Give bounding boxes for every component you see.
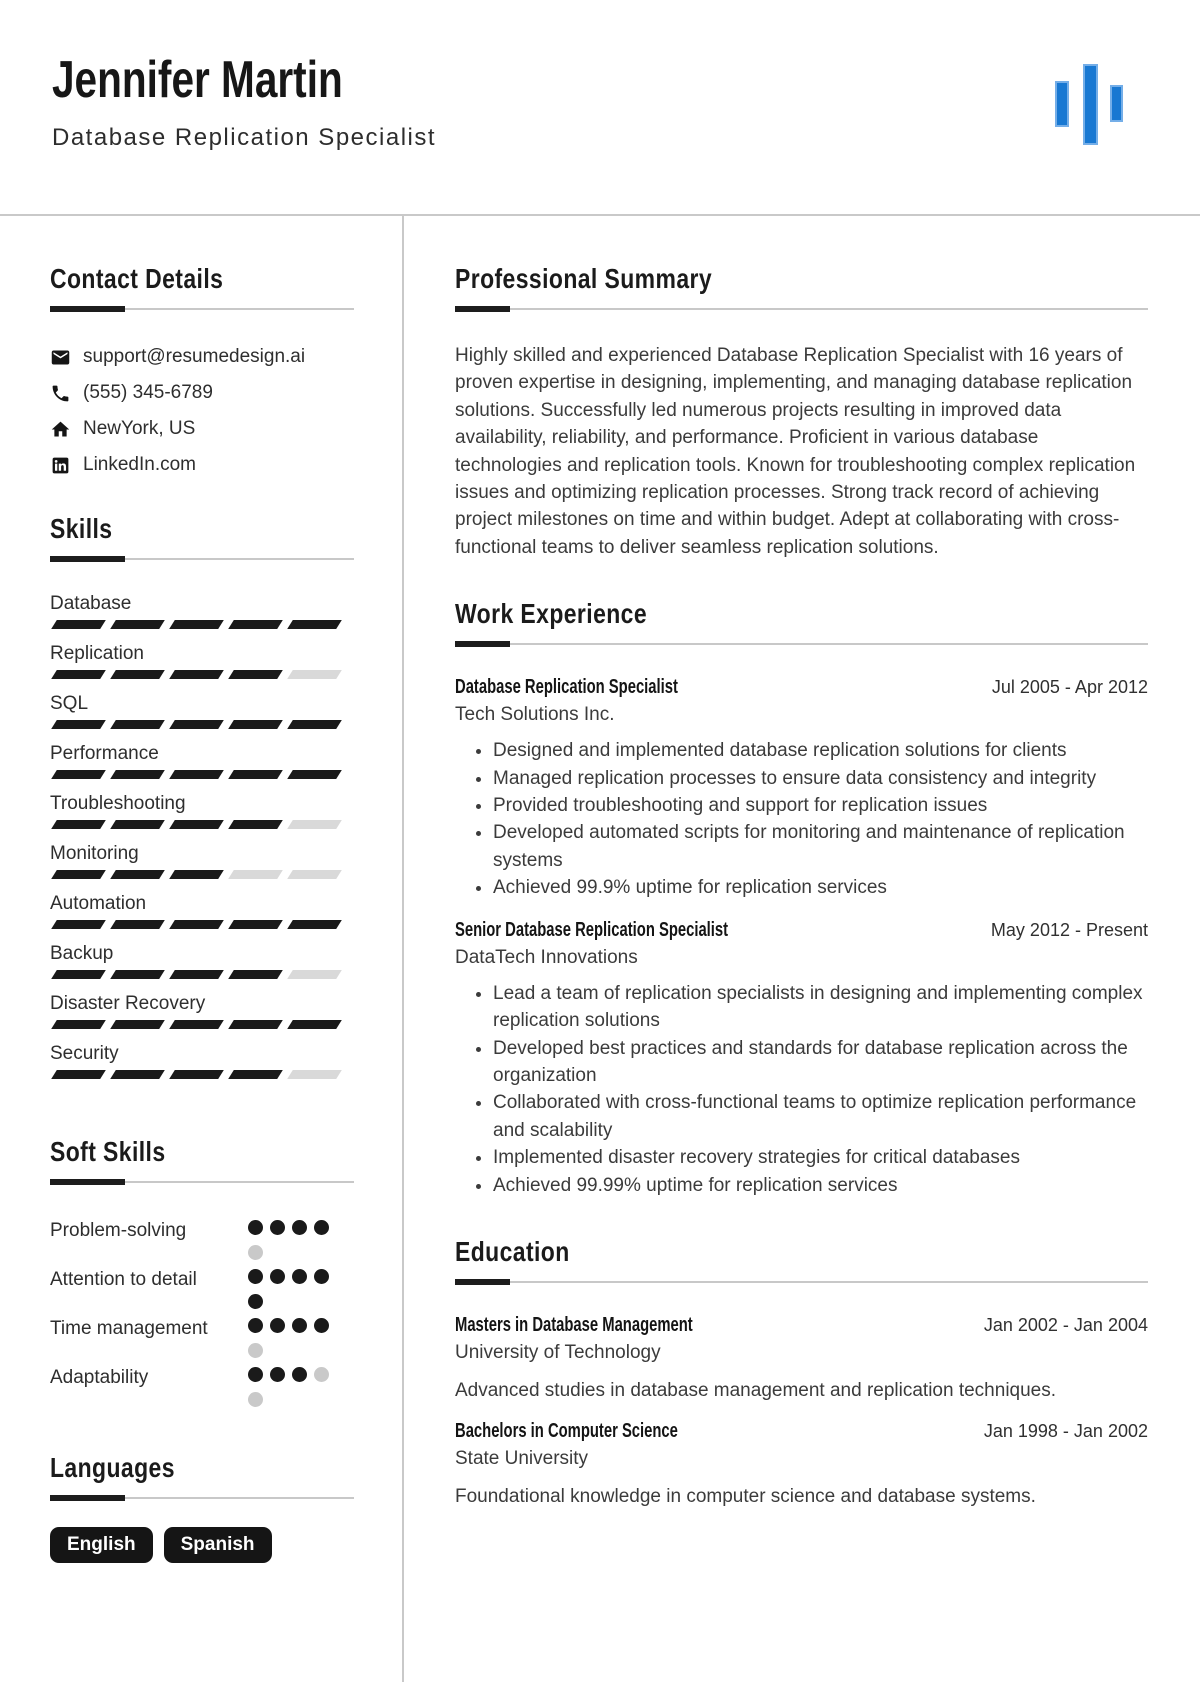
skill-bar-segment (51, 1070, 106, 1079)
skill-bar-segment (110, 1020, 165, 1029)
skill-bar-segment (110, 970, 165, 979)
job-title-row (455, 918, 1148, 942)
rating-dot (270, 1367, 285, 1382)
soft-skill-label: Time management (50, 1318, 208, 1339)
skill-bar-segment (51, 820, 106, 829)
rating-dot (314, 1367, 329, 1382)
skill-bar-segment (228, 620, 283, 629)
rating-dot (248, 1392, 263, 1407)
skill-bar-segment (110, 770, 165, 779)
rating-dot (248, 1245, 263, 1260)
job-title (455, 918, 824, 942)
job-bullet: • Collaborated with cross-functional teams to optimize replication performance and scalability (493, 1089, 1148, 1144)
job-bullet: • Managed replication processes to ensure data consistency and integrity (493, 765, 1148, 792)
job-bullet: • Achieved 99.99% uptime for replication services (493, 1172, 1148, 1199)
skill-bar-segment (169, 920, 224, 929)
skill-label: Monitoring (50, 843, 139, 864)
skill-level-bar (50, 620, 354, 629)
soft-skill-rating (248, 1364, 338, 1407)
heading-rule (50, 1179, 354, 1185)
soft-skills-heading-text: Soft Skills (50, 1136, 166, 1167)
rating-dot (314, 1318, 329, 1333)
degree-title (455, 1419, 756, 1443)
skill-bar-segment (228, 820, 283, 829)
soft-skill-rating (248, 1315, 338, 1358)
brand-logo (1053, 64, 1125, 146)
languages-heading (50, 1453, 354, 1483)
skill-level-bar (50, 970, 354, 979)
language-pill-list (50, 1527, 354, 1563)
skill-row (50, 792, 354, 829)
linkedin-icon (50, 455, 71, 476)
resume-body (0, 216, 1200, 1682)
skill-bar-segment (169, 620, 224, 629)
summary-heading (455, 264, 1148, 294)
contact-item-phone (50, 382, 354, 404)
soft-skill-list (50, 1217, 354, 1407)
skill-level-bar (50, 820, 354, 829)
job-entry (455, 918, 1148, 1199)
soft-skill-label: Adaptability (50, 1367, 149, 1388)
education-dates: Jan 2002 - Jan 2004 (983, 1314, 1148, 1335)
contact-section (50, 264, 354, 476)
rating-dot (270, 1269, 285, 1284)
skill-bar-segment (51, 770, 106, 779)
heading-rule (50, 556, 354, 562)
soft-skill-label: Attention to detail (50, 1269, 197, 1290)
rating-dot (248, 1367, 263, 1382)
skill-level-bar (50, 770, 354, 779)
degree-title (455, 1313, 776, 1337)
skill-row (50, 592, 354, 629)
education-entry (455, 1313, 1148, 1404)
job-bullet: • Developed automated scripts for monitoring and maintenance of replication systems (493, 819, 1148, 874)
skill-bar-segment (287, 620, 342, 629)
skill-bar-segment (51, 970, 106, 979)
sidebar (0, 216, 404, 1682)
skill-bar-segment (51, 670, 106, 679)
soft-skill-row (50, 1315, 354, 1358)
job-company: DataTech Innovations (455, 946, 638, 968)
skill-row (50, 892, 354, 929)
rating-dot (248, 1269, 263, 1284)
contact-email-text: support@resumedesign.ai (83, 346, 306, 367)
job-bullet: • Lead a team of replication specialists in designing and implementing complex replication solutions (493, 980, 1148, 1035)
job-bullet: • Developed best practices and standards for database replication across the organization (493, 1035, 1148, 1090)
rating-dot (248, 1318, 263, 1333)
rating-dot (248, 1220, 263, 1235)
summary-section (455, 264, 1148, 561)
skill-bar-segment (287, 820, 342, 829)
job-bullet: • Implemented disaster recovery strategies for critical databases (493, 1144, 1148, 1171)
resume-header (0, 0, 1200, 216)
skill-bar-segment (228, 870, 283, 879)
skill-bar-segment (287, 770, 342, 779)
skill-bar-segment (110, 670, 165, 679)
rating-dot (292, 1367, 307, 1382)
soft-skill-row (50, 1217, 354, 1260)
skill-label: Performance (50, 743, 159, 764)
skill-bar-segment (110, 720, 165, 729)
job-bullet-list (455, 980, 1148, 1199)
skill-row (50, 942, 354, 979)
contact-heading-text: Contact Details (50, 263, 224, 294)
job-bullet: • Achieved 99.9% uptime for replication services (493, 874, 1148, 901)
school-name: State University (455, 1447, 589, 1469)
candidate-job-title: Database Replication Specialist (52, 124, 437, 151)
skill-bar-segment (169, 670, 224, 679)
email-icon (50, 347, 71, 368)
job-bullet: • Provided troubleshooting and support for replication issues (493, 792, 1148, 819)
skill-bar-segment (287, 870, 342, 879)
job-title (455, 675, 756, 699)
skill-bar-segment (169, 1070, 224, 1079)
skill-bar-segment (51, 1020, 106, 1029)
skill-bar-segment (287, 1020, 342, 1029)
education-section (455, 1237, 1148, 1510)
skill-row (50, 1042, 354, 1079)
skill-bar-segment (228, 1020, 283, 1029)
languages-section (50, 1453, 354, 1563)
skill-level-bar (50, 920, 354, 929)
skill-bar-segment (110, 1070, 165, 1079)
rating-dot (314, 1220, 329, 1235)
education-entry (455, 1419, 1148, 1510)
main-content (404, 216, 1200, 1682)
rating-dot (292, 1318, 307, 1333)
contact-item-email (50, 346, 354, 368)
skill-bar-segment (287, 970, 342, 979)
education-title-row (455, 1313, 1148, 1337)
job-bullet-list (455, 737, 1148, 901)
degree-title-text: Bachelors in Computer Science (455, 1419, 678, 1442)
contact-heading (50, 264, 354, 294)
skill-bar-segment (110, 620, 165, 629)
heading-rule (455, 1279, 1148, 1285)
education-dates: Jan 1998 - Jan 2002 (983, 1420, 1148, 1441)
rating-dot (314, 1269, 329, 1284)
soft-skill-label: Problem-solving (50, 1220, 187, 1241)
skills-section (50, 514, 354, 1079)
soft-skills-section (50, 1137, 354, 1407)
skill-bar-segment (169, 770, 224, 779)
rating-dot (292, 1220, 307, 1235)
candidate-name: Jennifer Martin (52, 51, 343, 109)
skill-bar-segment (228, 770, 283, 779)
skill-bar-segment (228, 1070, 283, 1079)
summary-paragraph: Highly skilled and experienced Database Replication Specialist with 16 years of proven expertise in designing, implementing, and managing database replication solutions. Successfully led numerous projects resulting in improved data availability, reliability, and performance. Proficient in various database technologies and replication tools. Known for troubleshooting complex replication issues and optimizing replication processes. Strong track record of achieving project milestones on time and within budget. Adept at collaborating with cross-functional teams to deliver seamless replication solutions. (455, 345, 1136, 558)
skill-bar-segment (228, 920, 283, 929)
skill-label: Database (50, 593, 132, 614)
rating-dot (248, 1343, 263, 1358)
skill-label: SQL (50, 693, 89, 714)
experience-heading-text: Work Experience (455, 598, 648, 630)
skill-bar-segment (287, 670, 342, 679)
skill-bar-segment (51, 720, 106, 729)
skill-label: Replication (50, 643, 144, 664)
skill-bar-segment (228, 720, 283, 729)
skill-bar-segment (228, 970, 283, 979)
job-dates: May 2012 - Present (990, 919, 1148, 940)
skill-level-bar (50, 1020, 354, 1029)
job-title-text: Senior Database Replication Specialist (455, 918, 729, 941)
soft-skill-row (50, 1266, 354, 1309)
skill-bar-segment (287, 720, 342, 729)
school-name: University of Technology (455, 1341, 661, 1363)
skills-heading-text: Skills (50, 513, 113, 544)
summary-heading-text: Professional Summary (455, 263, 713, 294)
skill-bar-segment (51, 870, 106, 879)
heading-rule (455, 641, 1148, 647)
soft-skills-heading (50, 1137, 354, 1167)
rating-dot (270, 1220, 285, 1235)
contact-item-linkedin (50, 454, 354, 476)
skill-label: Security (50, 1043, 119, 1064)
job-title-text: Database Replication Specialist (455, 676, 678, 699)
skill-bar-segment (287, 920, 342, 929)
skill-row (50, 842, 354, 879)
experience-heading (455, 599, 1148, 629)
skill-bar-segment (51, 920, 106, 929)
contact-item-location (50, 418, 354, 440)
soft-skill-rating (248, 1266, 338, 1309)
education-heading-text: Education (455, 1235, 570, 1267)
skill-row (50, 642, 354, 679)
job-entry (455, 675, 1148, 901)
rating-dot (248, 1294, 263, 1309)
contact-location-text: NewYork, US (83, 418, 196, 439)
logo-bar (1055, 81, 1069, 127)
education-description: Foundational knowledge in computer science and database systems. (455, 1485, 1036, 1507)
skill-bar-segment (169, 970, 224, 979)
skill-row (50, 992, 354, 1029)
skill-bar-segment (110, 820, 165, 829)
education-description: Advanced studies in database management and replication techniques. (455, 1379, 1057, 1401)
skill-bar-segment (169, 720, 224, 729)
job-bullet: • Designed and implemented database replication solutions for clients (493, 737, 1148, 764)
skill-level-bar (50, 720, 354, 729)
skill-bar-segment (287, 1070, 342, 1079)
language-pill: English (50, 1527, 153, 1563)
rating-dot (292, 1269, 307, 1284)
contact-linkedin-text: LinkedIn.com (83, 454, 197, 475)
skill-label: Backup (50, 943, 114, 964)
degree-title-text: Masters in Database Management (455, 1313, 693, 1336)
skill-bar-segment (110, 920, 165, 929)
language-pill: Spanish (164, 1527, 272, 1563)
soft-skill-rating (248, 1217, 338, 1260)
logo-bar (1110, 85, 1123, 122)
skill-label: Disaster Recovery (50, 993, 206, 1014)
job-company: Tech Solutions Inc. (455, 704, 615, 726)
experience-section (455, 599, 1148, 1199)
skill-bar-segment (110, 870, 165, 879)
skill-level-bar (50, 1070, 354, 1079)
skill-bar-segment (169, 870, 224, 879)
job-dates: Jul 2005 - Apr 2012 (991, 677, 1148, 698)
education-heading (455, 1237, 1148, 1267)
heading-rule (455, 306, 1148, 312)
soft-skill-row (50, 1364, 354, 1407)
contact-list (50, 346, 354, 476)
skill-row (50, 692, 354, 729)
languages-heading-text: Languages (50, 1452, 175, 1483)
skill-bar-segment (51, 620, 106, 629)
skill-bar-segment (228, 670, 283, 679)
skill-level-bar (50, 870, 354, 879)
skill-list (50, 592, 354, 1079)
rating-dot (270, 1318, 285, 1333)
skills-heading (50, 514, 354, 544)
skill-label: Troubleshooting (50, 793, 186, 814)
home-icon (50, 419, 71, 440)
skill-label: Automation (50, 893, 147, 914)
skill-bar-segment (169, 820, 224, 829)
skill-row (50, 742, 354, 779)
skill-bar-segment (169, 1020, 224, 1029)
phone-icon (50, 383, 71, 404)
heading-rule (50, 306, 354, 312)
education-title-row (455, 1419, 1148, 1443)
logo-bar (1083, 64, 1098, 145)
contact-phone-text: (555) 345-6789 (83, 382, 213, 403)
skill-level-bar (50, 670, 354, 679)
heading-rule (50, 1495, 354, 1501)
job-title-row (455, 675, 1148, 699)
